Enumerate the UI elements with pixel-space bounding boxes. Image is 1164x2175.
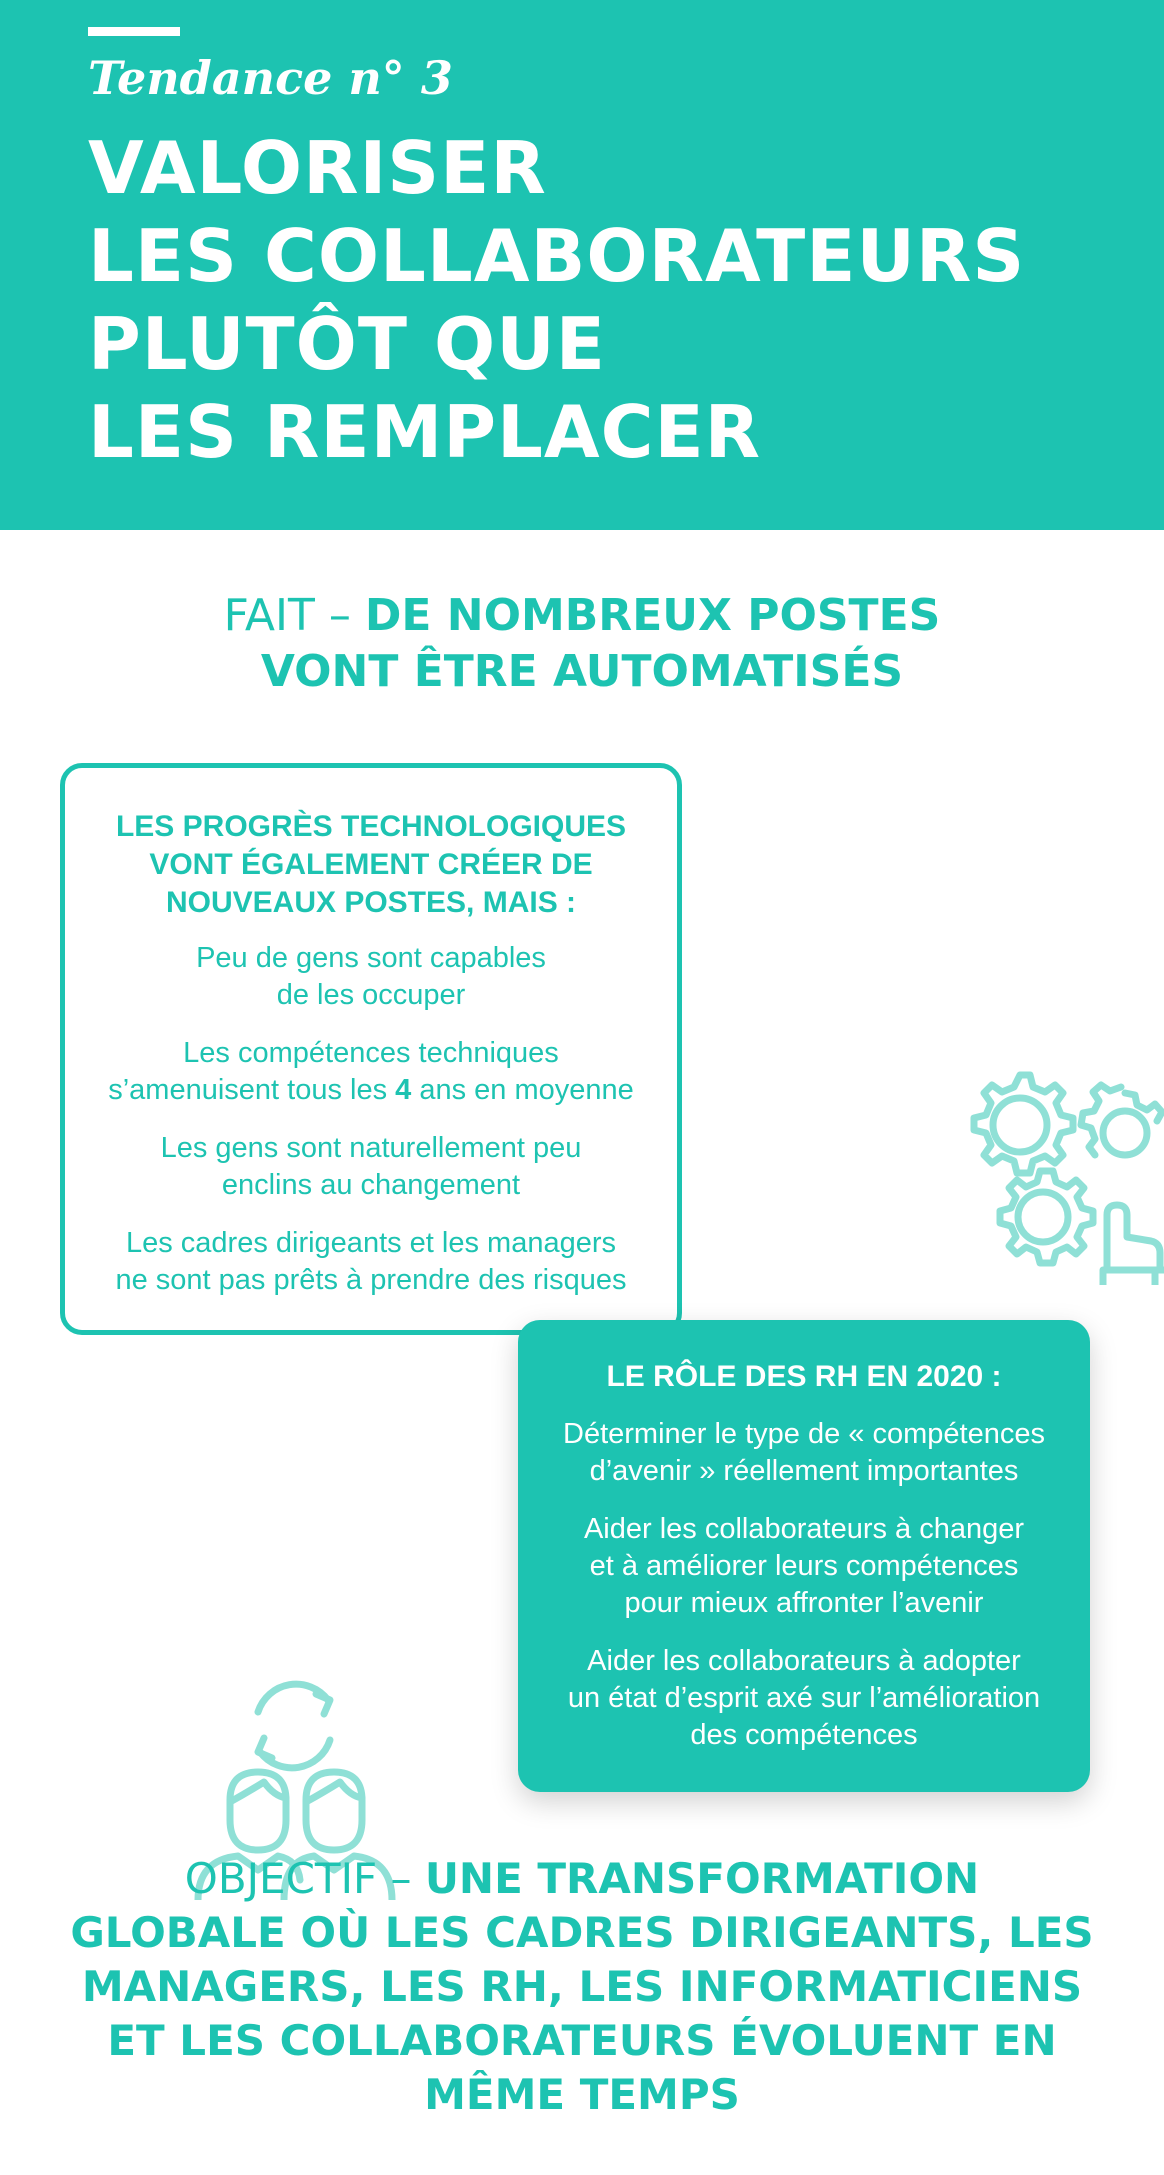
challenge-item: [65, 940, 677, 1014]
fact-line: VONT ÊTRE AUTOMATISÉS: [260, 646, 904, 697]
hr-role-item: [518, 1643, 1090, 1754]
item-line: Les compétences techniques: [183, 1037, 559, 1069]
item-line: Peu de gens sont capables: [196, 942, 546, 974]
item-line: Déterminer le type de « compétences: [563, 1418, 1045, 1450]
item-line: de les occuper: [276, 979, 466, 1011]
objective-label: OBJECTIF –: [184, 1854, 425, 1903]
objective-line: MANAGERS, LES RH, LES INFORMATICIENS: [81, 1962, 1083, 2011]
item-line: d’avenir » réellement importantes: [589, 1455, 1019, 1487]
gear-icon: [1081, 1085, 1162, 1155]
objective-line: ET LES COLLABORATEURS ÉVOLUENT EN: [107, 2016, 1057, 2065]
gear-icon: [1000, 1171, 1093, 1263]
hand-icon: [1103, 1205, 1164, 1285]
challenges-box: [60, 763, 682, 1335]
header-accent-bar: [88, 27, 180, 36]
title-line: LES REMPLACER: [88, 390, 762, 474]
heading-line: NOUVEAUX POSTES, MAIS :: [165, 886, 577, 919]
item-line: pour mieux affronter l’avenir: [624, 1587, 984, 1619]
item-line: un état d’esprit axé sur l’amélioration: [567, 1682, 1041, 1714]
item-line: Les gens sont naturellement peu: [160, 1132, 582, 1164]
item-text: s’amenuisent tous les: [108, 1074, 396, 1106]
item-line: Aider les collaborateurs à changer: [583, 1513, 1025, 1545]
fact-line: DE NOMBREUX POSTES: [364, 590, 941, 641]
years-number: 4: [395, 1074, 412, 1106]
objective-line: UNE TRANSFORMATION: [424, 1854, 980, 1903]
item-text: ans en moyenne: [411, 1074, 634, 1106]
item-line: [65, 1072, 677, 1109]
item-line: Les cadres dirigeants et les managers: [125, 1227, 617, 1259]
refresh-arrows-icon: [258, 1684, 330, 1768]
title-line: VALORISER: [88, 126, 547, 210]
hr-role-heading: LE RÔLE DES RH EN 2020 :: [606, 1360, 1002, 1393]
gear-icon: [974, 1075, 1073, 1173]
hr-role-item: [518, 1511, 1090, 1622]
challenge-item: [65, 1035, 677, 1109]
hr-role-item: [518, 1416, 1090, 1490]
gears-hand-icon: [955, 1065, 1164, 1285]
item-line: Aider les collaborateurs à adopter: [587, 1645, 1021, 1677]
hr-role-box: [518, 1320, 1090, 1792]
challenges-heading: [65, 808, 677, 922]
challenge-item: [65, 1130, 677, 1204]
header-banner: [0, 0, 1164, 530]
item-line: et à améliorer leurs compétences: [589, 1550, 1019, 1582]
title-line: LES COLLABORATEURS: [88, 214, 1026, 298]
fact-label: FAIT –: [223, 590, 365, 641]
page-title: [88, 124, 1025, 476]
item-line: des compétences: [690, 1719, 918, 1751]
challenge-item: [65, 1225, 677, 1299]
objective-heading: [40, 1852, 1124, 2122]
item-line: enclins au changement: [221, 1169, 521, 1201]
heading-line: VONT ÉGALEMENT CRÉER DE: [149, 848, 593, 881]
objective-line: GLOBALE OÙ LES CADRES DIRIGEANTS, LES: [70, 1908, 1094, 1957]
heading-line: LES PROGRÈS TECHNOLOGIQUES: [115, 810, 627, 843]
objective-line: MÊME TEMPS: [424, 2070, 740, 2119]
title-line: PLUTÔT QUE: [88, 302, 606, 386]
trend-kicker: Tendance n° 3: [88, 51, 453, 105]
item-line: ne sont pas prêts à prendre des risques: [115, 1264, 627, 1296]
fact-heading: [0, 588, 1164, 700]
